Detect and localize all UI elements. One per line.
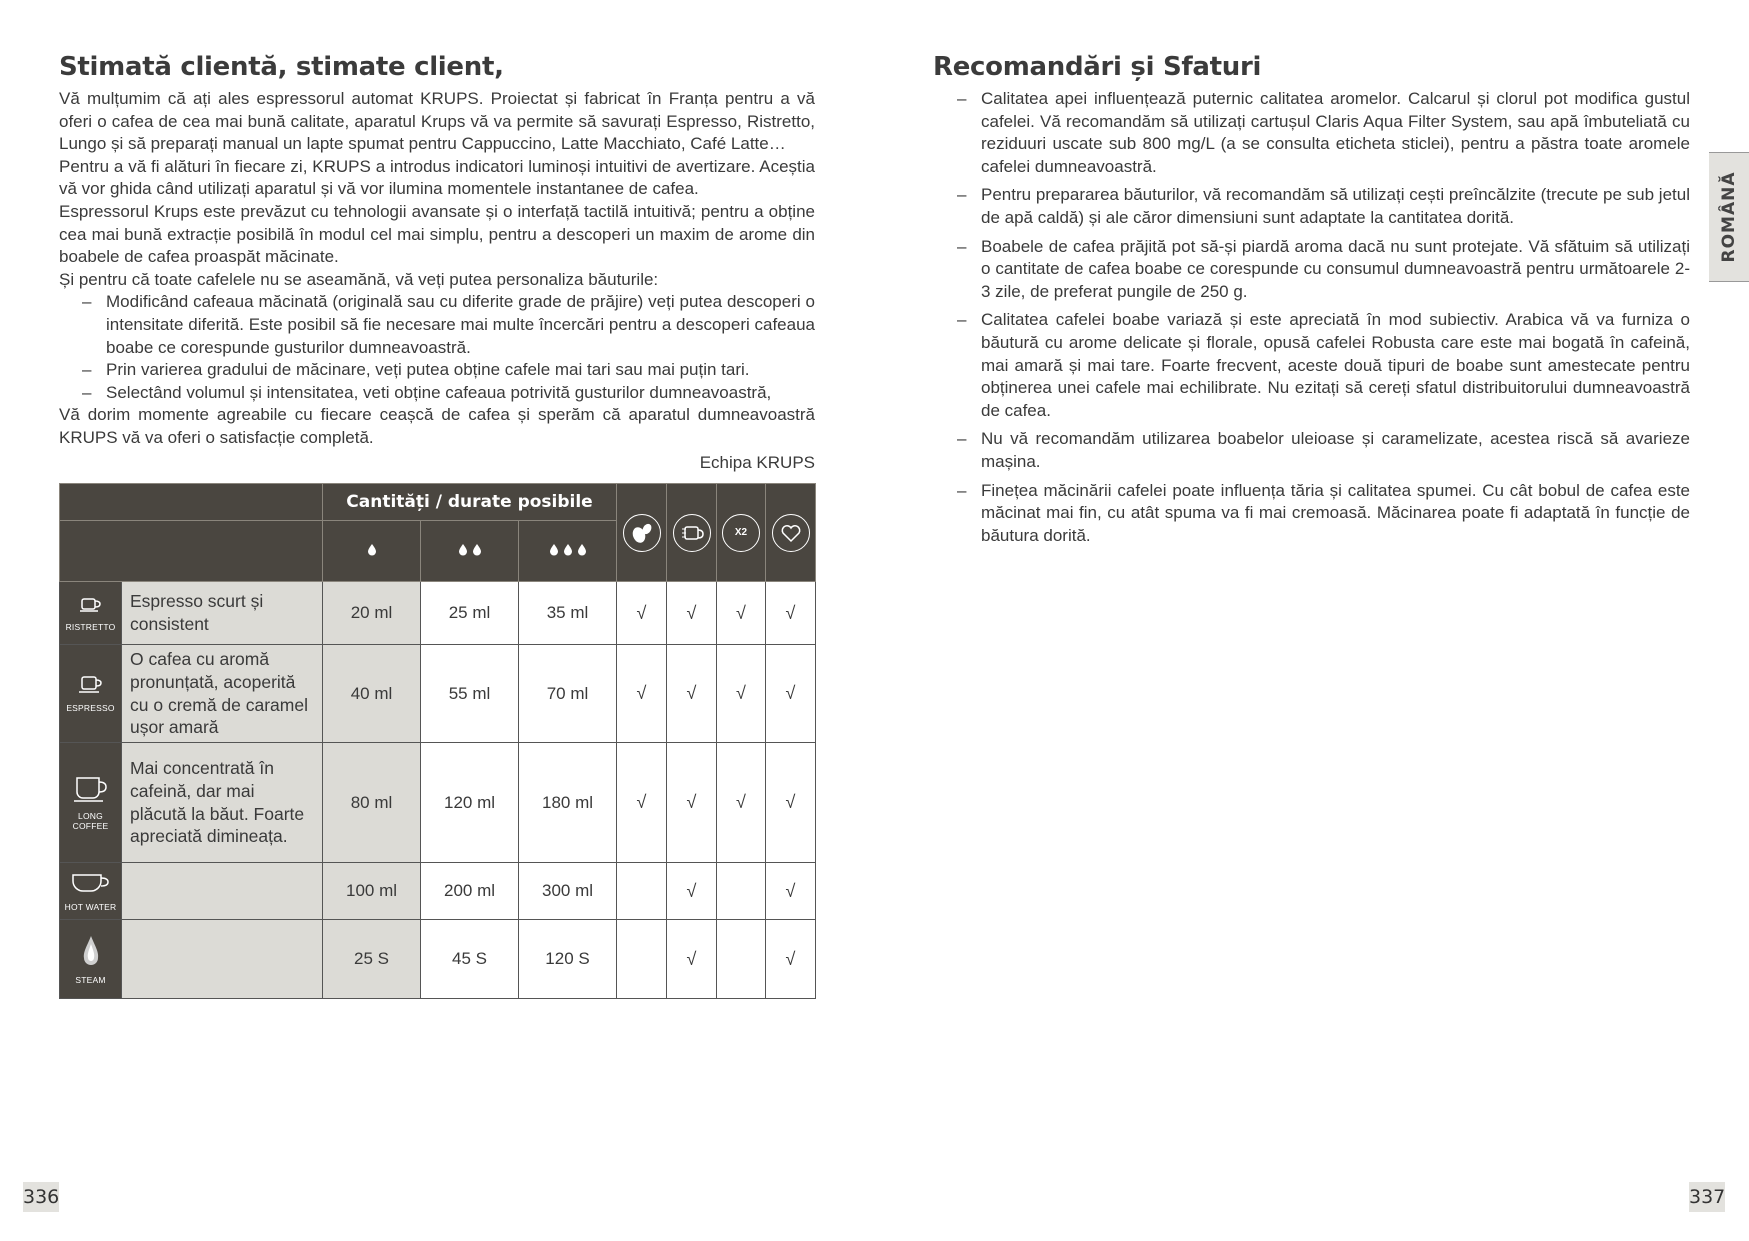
beverage-table [59, 483, 816, 999]
check-double [717, 863, 766, 920]
check-beans [617, 920, 667, 999]
left-column [59, 52, 815, 474]
double-cup-icon: X2 [722, 514, 760, 552]
volume-3: 70 ml [519, 645, 617, 743]
check-double [717, 920, 766, 999]
check-favorite: √ [766, 863, 816, 920]
espresso-cup-icon [76, 674, 106, 696]
coffee-beans-icon [623, 514, 661, 552]
check-favorite: √ [766, 920, 816, 999]
signature: Echipa KRUPS [699, 452, 815, 472]
drops-icon [456, 542, 484, 556]
volume-1: 40 ml [323, 645, 421, 743]
table-row [60, 582, 816, 645]
volume-2: 25 ml [421, 582, 519, 645]
long-coffee-cup-icon [71, 774, 111, 804]
list-item: – Calitatea cafelei boabe variază și este apreciată în mod subiectiv. Arabica vă va furniza o băutură cu arome delicate și florale, opusă cafelei Robusta care este mai bogată în cafeină, mai amară și mai tare. Foarte frecvent, aceste două tipuri de boabe sunt amestecate pentru obținerea unei cafele mai echilibrate. Nu ezitați să cereți sfatul distribuitorului dumneavoastră de cafea. [981, 309, 1690, 422]
indicators-paragraph: Pentru a vă fi alături în fiecare zi, KRUPS a introdus indicatori luminoși intuitivi de avertizare. Aceștia vă vor ghida când utilizați aparatul și vă vor ilumina momentele instantanee de cafea. [59, 156, 815, 199]
list-item: – Calitatea apei influențează puternic calitatea aromelor. Calcarul și clorul pot modifica gustul cafelei. Vă recomandăm să utilizați cartușul Claris Aqua Filter System, sau apă îmbuteliată cu reziduuri uscate sub 800 mg/L (a se consulta eticheta sticlei), pentru a păstra toate aromele cafelei dumneavoastră. [981, 88, 1690, 178]
table-corner [60, 484, 323, 521]
list-item: – Prin varierea gradului de măcinare, veți putea obține cafele mai tari sau mai puțin tari. [106, 359, 815, 382]
quantities-header: Cantități / durate posibile [323, 484, 617, 521]
page-number-right: 337 [1689, 1182, 1725, 1212]
duration-2: 45 S [421, 920, 519, 999]
hot-water-cup-icon [69, 871, 113, 895]
list-item: – Modificând cafeaua măcinată (originală sau cu diferite grade de prăjire) veți putea descoperi o intensitate diferită. Este posibil să fie necesare mai multe încercări pentru a descoperi cafeaua boabe ce corespunde gusturilor dumneavoastră. [106, 291, 815, 359]
table-row [60, 743, 816, 863]
volume-1: 80 ml [323, 743, 421, 863]
volume-3: 180 ml [519, 743, 617, 863]
duration-1: 25 S [323, 920, 421, 999]
volume-2: 55 ml [421, 645, 519, 743]
list-item: – Nu vă recomandăm utilizarea boabelor uleioase și caramelizate, acestea riscă să avarieze mașina. [981, 428, 1690, 473]
check-favorite: √ [766, 645, 816, 743]
list-item: – Selectând volumul și intensitatea, veti obține cafeaua potrivită gusturilor dumneavoastră, [106, 382, 815, 405]
cup-grind-icon [673, 514, 711, 552]
row-description: O cafea cu aromă pronunțată, acoperită cu o cremă de caramel ușor amară [122, 645, 323, 743]
check-beans [617, 863, 667, 920]
check-beans: √ [617, 743, 667, 863]
ristretto-label: RISTRETTO [65, 621, 116, 632]
volume-1: 100 ml [323, 863, 421, 920]
language-label: ROMÂNĂ [1719, 171, 1739, 263]
personalize-list [59, 291, 815, 404]
list-item: – Pentru prepararea băuturilor, vă recomandăm să utilizați cești preîncălzite (trecute pe sub jetul de apă caldă) și ale căror dimensiuni sunt adaptate la cantitatea dorită. [981, 184, 1690, 229]
two-drops-header [421, 521, 519, 582]
volume-3: 35 ml [519, 582, 617, 645]
check-grind: √ [667, 743, 717, 863]
intro-paragraph: Vă mulțumim că ați ales espressorul automat KRUPS. Proiectat și fabricat în Franța pentru a vă oferi o cafea de cea mai bună calitate, aparatul Krups vă va permite să savurați Espresso, Ristretto, Lungo și să preparați manual un lapte spumat pentru Cappuccino, Latte Macchiato, Café Latte… [59, 89, 815, 154]
check-grind: √ [667, 863, 717, 920]
row-description: Mai concentrată în cafeină, dar mai plăcută la băut. Foarte apreciată dimineața. [122, 743, 323, 863]
list-item: – Finețea măcinării cafelei poate influența tăria și calitatea spumei. Cu cât bobul de cafea este măcinat mai fin, cu atât spuma va fi mai cremoasă. Măcinarea poate fi adaptată în funcție de băutura dorită. [981, 480, 1690, 548]
page-title: Stimată clientă, stimate client, [59, 52, 504, 82]
check-grind: √ [667, 920, 717, 999]
small-cup-icon [77, 595, 105, 615]
volume-3: 300 ml [519, 863, 617, 920]
volume-2: 200 ml [421, 863, 519, 920]
row-description [122, 920, 323, 999]
double-header [717, 484, 766, 582]
check-beans: √ [617, 645, 667, 743]
check-favorite: √ [766, 743, 816, 863]
technology-paragraph: Espressorul Krups este prevăzut cu tehnologii avansate și o interfață tactilă intuitivă; pentru a obține cea mai bună extracție posibilă în modul cel mai simplu, pentru a descoperi un maxim de arome din boabele de cafea proaspăt măcinate. [59, 201, 815, 267]
espresso-cell [60, 645, 122, 743]
table-corner-lower [60, 521, 323, 582]
language-tab [1709, 152, 1749, 282]
espresso-label: ESPRESSO [66, 703, 115, 713]
heart-icon [772, 514, 810, 552]
steam-cell [60, 920, 122, 999]
one-drop-header [323, 521, 421, 582]
check-favorite: √ [766, 582, 816, 645]
drops-icon [547, 542, 589, 556]
list-item: – Boabele de cafea prăjită pot să-și piardă aroma dacă nu sunt protejate. Vă sfătuim să utilizați o cantitate de cafea boabe ce corespunde cu consumul dumneavoastră pentru următoarele 2-3 zile, de preferat pungile de 250 g. [981, 236, 1690, 304]
check-double: √ [717, 645, 766, 743]
table-row [60, 645, 816, 743]
long-coffee-label: LONG COFFEE [72, 811, 109, 831]
volume-1: 20 ml [323, 582, 421, 645]
steam-label: STEAM [75, 974, 106, 985]
section-title: Recomandări și Sfaturi [933, 52, 1262, 82]
tips-list [933, 88, 1690, 547]
favorite-header [766, 484, 816, 582]
check-grind: √ [667, 645, 717, 743]
check-grind: √ [667, 582, 717, 645]
duration-3: 120 S [519, 920, 617, 999]
personalize-paragraph: Și pentru că toate cafelele nu se aseamănă, vă veți putea personaliza băuturile: [59, 269, 659, 289]
hot-water-cell [60, 863, 122, 920]
hot-water-label: HOT WATER [64, 901, 117, 912]
grind-header [667, 484, 717, 582]
table-row [60, 863, 816, 920]
page-number-left: 336 [23, 1182, 59, 1212]
row-description: Espresso scurt și consistent [122, 582, 323, 645]
table-row [60, 920, 816, 999]
drop-icon [365, 542, 379, 556]
right-column [933, 52, 1690, 553]
row-description [122, 863, 323, 920]
ristretto-cell [60, 582, 122, 645]
beans-header [617, 484, 667, 582]
volume-2: 120 ml [421, 743, 519, 863]
check-double: √ [717, 743, 766, 863]
steam-icon [78, 934, 104, 968]
check-double: √ [717, 582, 766, 645]
three-drops-header [519, 521, 617, 582]
check-beans: √ [617, 582, 667, 645]
closing-paragraph: Vă dorim momente agreabile cu fiecare ceașcă de cafea și sperăm că aparatul dumneavoastră KRUPS vă va oferi o satisfacție completă. [59, 405, 815, 447]
long-coffee-cell [60, 743, 122, 863]
